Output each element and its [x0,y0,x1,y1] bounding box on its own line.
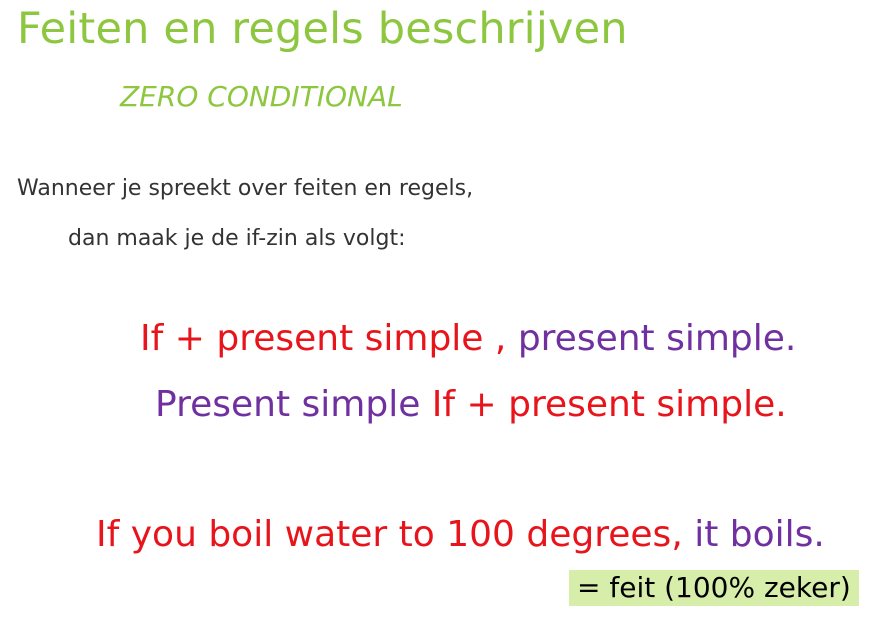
slide-subtitle: ZERO CONDITIONAL [120,80,403,113]
intro-line-2: dan maak je de if-zin als volgt: [68,226,406,251]
slide-title: Feiten en regels beschrijven [17,4,628,54]
formula-if-first [140,318,796,359]
formula-main-clause: present simple. [517,318,797,359]
fact-note-badge: = feit (100% zeker) [569,570,859,606]
formula-if-clause: If + present simple , [140,318,507,359]
intro-line-1: Wanneer je spreekt over feiten en regels, [17,176,474,201]
example-if-clause: If you boil water to 100 degrees, [96,514,683,555]
formula-main-clause: Present simple [155,384,421,425]
example-main-clause: it boils. [694,514,825,555]
formula-if-clause: If + present simple. [431,384,787,425]
formula-main-first [155,384,787,425]
example-sentence [96,514,825,555]
